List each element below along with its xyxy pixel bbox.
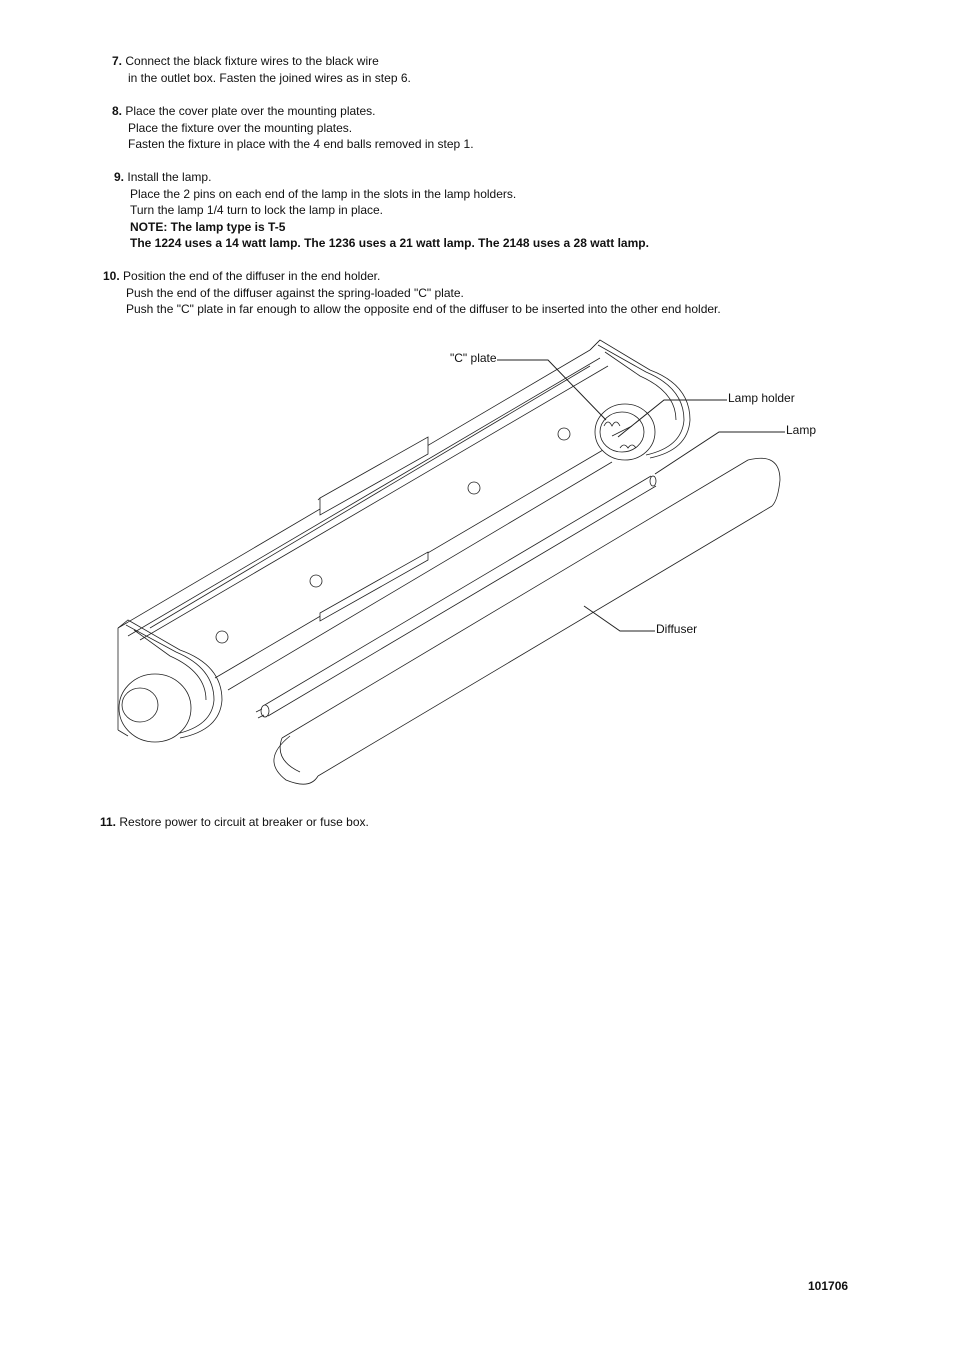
lamp-label: Lamp	[786, 423, 817, 437]
step-text: Place the fixture over the mounting plates.	[128, 120, 353, 135]
step-text: Push the end of the diffuser against the spring-loaded "C" plate.	[126, 285, 464, 300]
lamp-leader	[655, 432, 785, 474]
mounting-hole	[310, 575, 322, 587]
end-holder-left	[118, 620, 222, 742]
mounting-hole	[216, 631, 228, 643]
step-text: Connect the black fixture wires to the black wire	[125, 54, 379, 68]
step-text: Install the lamp.	[127, 170, 212, 184]
step-text: Restore power to circuit at breaker or fuse box.	[119, 815, 369, 829]
step-text: Position the end of the diffuser in the end holder.	[123, 269, 381, 283]
step-text: in the outlet box. Fasten the joined wires as in step 6.	[128, 70, 411, 85]
fixture-body	[118, 340, 612, 736]
step-text: Push the "C" plate in far enough to allow the opposite end of the diffuser to be inserted into the other end holder.	[126, 302, 721, 316]
step-number: 11.	[100, 815, 117, 829]
document-code: 101706	[808, 1279, 849, 1293]
step-text: Fasten the fixture in place with the 4 end balls removed in step 1.	[128, 137, 474, 151]
lamp-type-note: NOTE: The lamp type is T-5	[130, 219, 286, 234]
mounting-plate-bottom	[320, 552, 428, 621]
step-number: 9.	[114, 170, 125, 184]
step-number: 10.	[103, 269, 120, 283]
diffuser-tube	[274, 458, 780, 784]
step-number: 7.	[112, 54, 123, 68]
c-plate-leader	[497, 360, 606, 420]
mounting-hole	[468, 482, 480, 494]
lamp-tube	[256, 476, 656, 718]
step-text: Turn the lamp 1/4 turn to lock the lamp in place.	[130, 203, 384, 217]
diffuser-leader	[584, 606, 655, 631]
step-text: Place the cover plate over the mounting plates.	[125, 104, 376, 118]
step-text: Place the 2 pins on each end of the lamp in the slots in the lamp holders.	[130, 186, 517, 201]
lamp-holder-label: Lamp holder	[728, 391, 795, 405]
c-plate-label: "C" plate	[450, 351, 497, 365]
step-number: 8.	[112, 104, 123, 118]
diffuser-label: Diffuser	[656, 622, 698, 636]
mounting-hole	[558, 428, 570, 440]
lamp-wattage-note: The 1224 uses a 14 watt lamp. The 1236 uses a 21 watt lamp. The 2148 uses a 28 watt lamp.	[130, 236, 649, 250]
